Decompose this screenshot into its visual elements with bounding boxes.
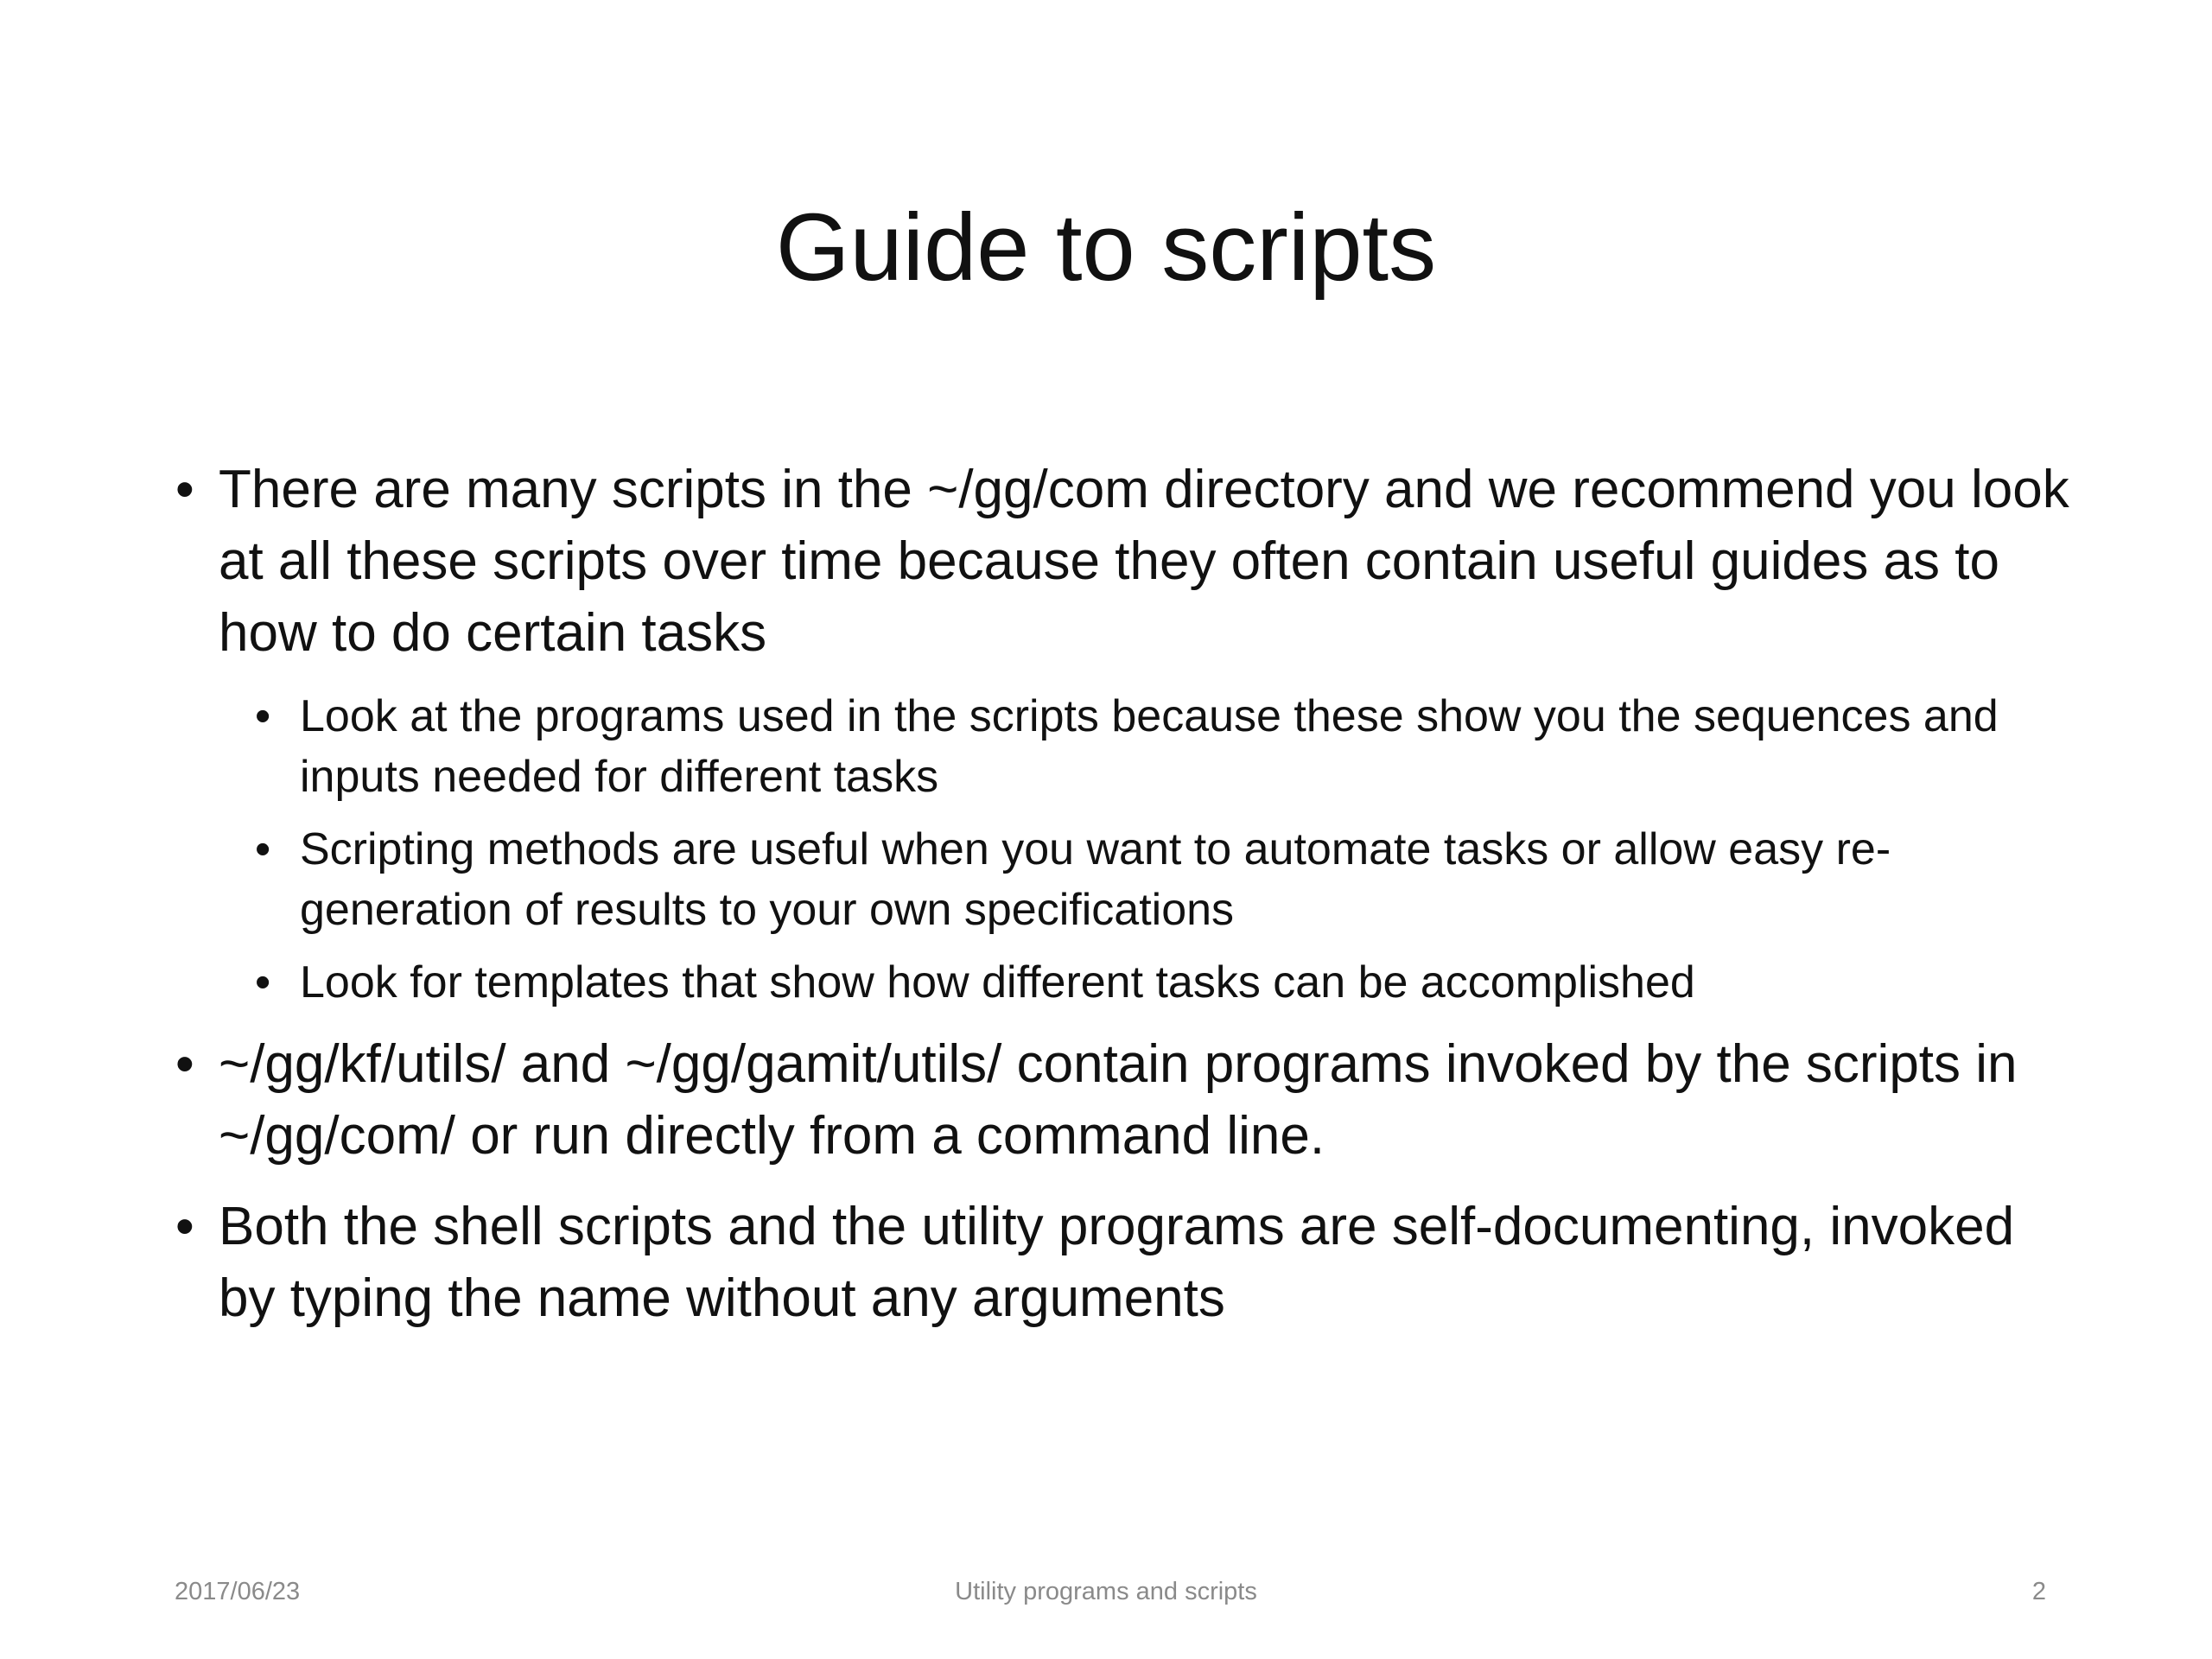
sub-bullet-list [168, 686, 2078, 1013]
bullet-icon: • [255, 957, 271, 1007]
page-number: 2 [2031, 1578, 2046, 1605]
bullet-icon: • [175, 460, 194, 519]
sub-bullet-item [253, 686, 2078, 807]
sub-bullet-text: Scripting methods are useful when you want to automate tasks or allow easy re-generation of results to your own specifications [300, 824, 1891, 935]
footer-title: Utility programs and scripts [955, 1578, 1257, 1605]
slide-title: Guide to scripts [775, 194, 1437, 301]
sub-bullet-text: Look for templates that show how different tasks can be accomplished [300, 957, 1695, 1007]
bullet-icon: • [175, 1197, 194, 1256]
bullet-item [168, 1028, 2078, 1172]
bullet-icon: • [255, 691, 271, 741]
bullet-item [168, 454, 2078, 669]
bullet-icon: • [255, 824, 271, 874]
bullet-text: Both the shell scripts and the utility programs are self-documenting, invoked by typing the name without any arguments [219, 1197, 2015, 1328]
bullet-icon: • [175, 1034, 194, 1094]
sub-bullet-item [253, 952, 2078, 1013]
bullet-text: There are many scripts in the ~/gg/com directory and we recommend you look at all these scripts over time because they often contain useful guides as to how to do certain tasks [219, 460, 2069, 663]
footer-date: 2017/06/23 [175, 1578, 301, 1605]
bullet-item [168, 1191, 2078, 1334]
sub-bullet-item [253, 819, 2078, 940]
bullet-text: ~/gg/kf/utils/ and ~/gg/gamit/utils/ contain programs invoked by the scripts in ~/gg/com/ or run directly from a command line. [219, 1034, 2018, 1166]
sub-bullet-text: Look at the programs used in the scripts because these show you the sequences and inputs needed for different tasks [300, 691, 1999, 802]
slide-body [168, 454, 2078, 1353]
